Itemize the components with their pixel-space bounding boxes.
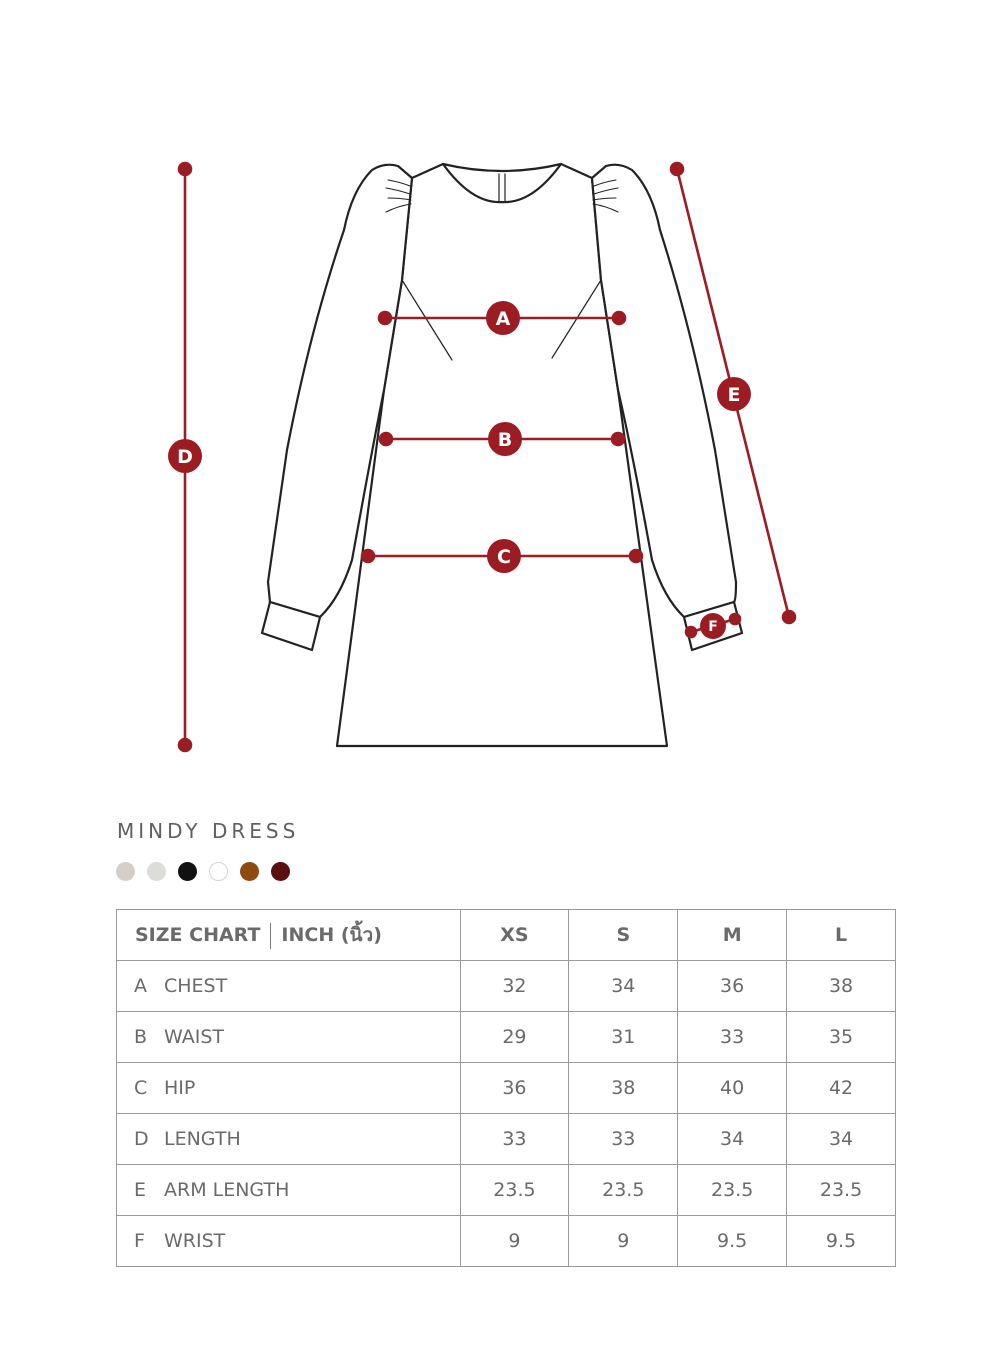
row-letter: B xyxy=(134,1026,148,1048)
row-letter: E xyxy=(134,1179,147,1201)
table-cell: 34 xyxy=(678,1114,787,1165)
size-header-l: L xyxy=(787,910,896,961)
table-cell: 33 xyxy=(569,1114,678,1165)
table-cell: 36 xyxy=(678,961,787,1012)
table-cell: 23.5 xyxy=(569,1165,678,1216)
row-name: CHEST xyxy=(164,975,228,997)
table-cell: 35 xyxy=(787,1012,896,1063)
table-row xyxy=(117,1114,896,1165)
color-swatch[interactable] xyxy=(178,862,197,881)
table-cell: 42 xyxy=(787,1063,896,1114)
color-swatches xyxy=(116,862,290,881)
measurement-label xyxy=(117,1114,461,1165)
table-cell: 34 xyxy=(787,1114,896,1165)
color-swatch[interactable] xyxy=(240,862,259,881)
table-cell: 31 xyxy=(569,1012,678,1063)
size-header-s: S xyxy=(569,910,678,961)
row-name: WAIST xyxy=(164,1026,225,1048)
table-row xyxy=(117,1216,896,1267)
marker-a-label: A xyxy=(495,308,511,330)
table-cell: 33 xyxy=(460,1114,569,1165)
table-row xyxy=(117,1063,896,1114)
table-cell: 9 xyxy=(460,1216,569,1267)
table-cell: 9 xyxy=(569,1216,678,1267)
table-row xyxy=(117,961,896,1012)
color-swatch[interactable] xyxy=(116,862,135,881)
marker-a xyxy=(486,301,520,335)
marker-c-label: C xyxy=(497,546,511,568)
row-name: LENGTH xyxy=(164,1128,241,1150)
color-swatch[interactable] xyxy=(147,862,166,881)
table-cell: 9.5 xyxy=(678,1216,787,1267)
unit-label: INCH (นิ้ว) xyxy=(281,924,382,946)
measurement-label xyxy=(117,961,461,1012)
measurement-label xyxy=(117,1063,461,1114)
row-name: WRIST xyxy=(164,1230,226,1252)
size-chart-table xyxy=(116,909,896,1267)
table-cell: 9.5 xyxy=(787,1216,896,1267)
table-cell: 23.5 xyxy=(787,1165,896,1216)
table-cell: 40 xyxy=(678,1063,787,1114)
table-header-row xyxy=(117,910,896,961)
size-chart-title: SIZE CHART xyxy=(135,924,261,946)
row-name: HIP xyxy=(164,1077,196,1099)
row-letter: D xyxy=(134,1128,149,1150)
row-letter: A xyxy=(134,975,147,997)
table-cell: 23.5 xyxy=(678,1165,787,1216)
marker-f-label: F xyxy=(708,619,718,635)
table-cell: 38 xyxy=(787,961,896,1012)
row-letter: C xyxy=(134,1077,148,1099)
size-chart-heading xyxy=(117,910,461,961)
marker-f xyxy=(700,613,726,639)
color-swatch[interactable] xyxy=(209,862,228,881)
table-cell: 33 xyxy=(678,1012,787,1063)
color-swatch[interactable] xyxy=(271,862,290,881)
table-cell: 23.5 xyxy=(460,1165,569,1216)
table-cell: 29 xyxy=(460,1012,569,1063)
measurement-label xyxy=(117,1012,461,1063)
table-row xyxy=(117,1165,896,1216)
marker-b xyxy=(488,422,522,456)
size-header-m: M xyxy=(678,910,787,961)
size-header-xs: XS xyxy=(460,910,569,961)
table-cell: 38 xyxy=(569,1063,678,1114)
table-cell: 36 xyxy=(460,1063,569,1114)
measurement-label xyxy=(117,1216,461,1267)
product-title: MINDY DRESS xyxy=(117,819,300,843)
marker-d-label: D xyxy=(177,446,193,468)
marker-b-label: B xyxy=(497,429,513,451)
row-name: ARM LENGTH xyxy=(164,1179,290,1201)
table-cell: 34 xyxy=(569,961,678,1012)
marker-e xyxy=(717,377,751,411)
table-row xyxy=(117,1012,896,1063)
heading-divider xyxy=(270,923,271,949)
marker-e-label: E xyxy=(727,384,741,406)
table-cell: 32 xyxy=(460,961,569,1012)
measurement-label xyxy=(117,1165,461,1216)
row-letter: F xyxy=(134,1230,145,1252)
marker-c xyxy=(487,539,521,573)
marker-d xyxy=(168,439,202,473)
